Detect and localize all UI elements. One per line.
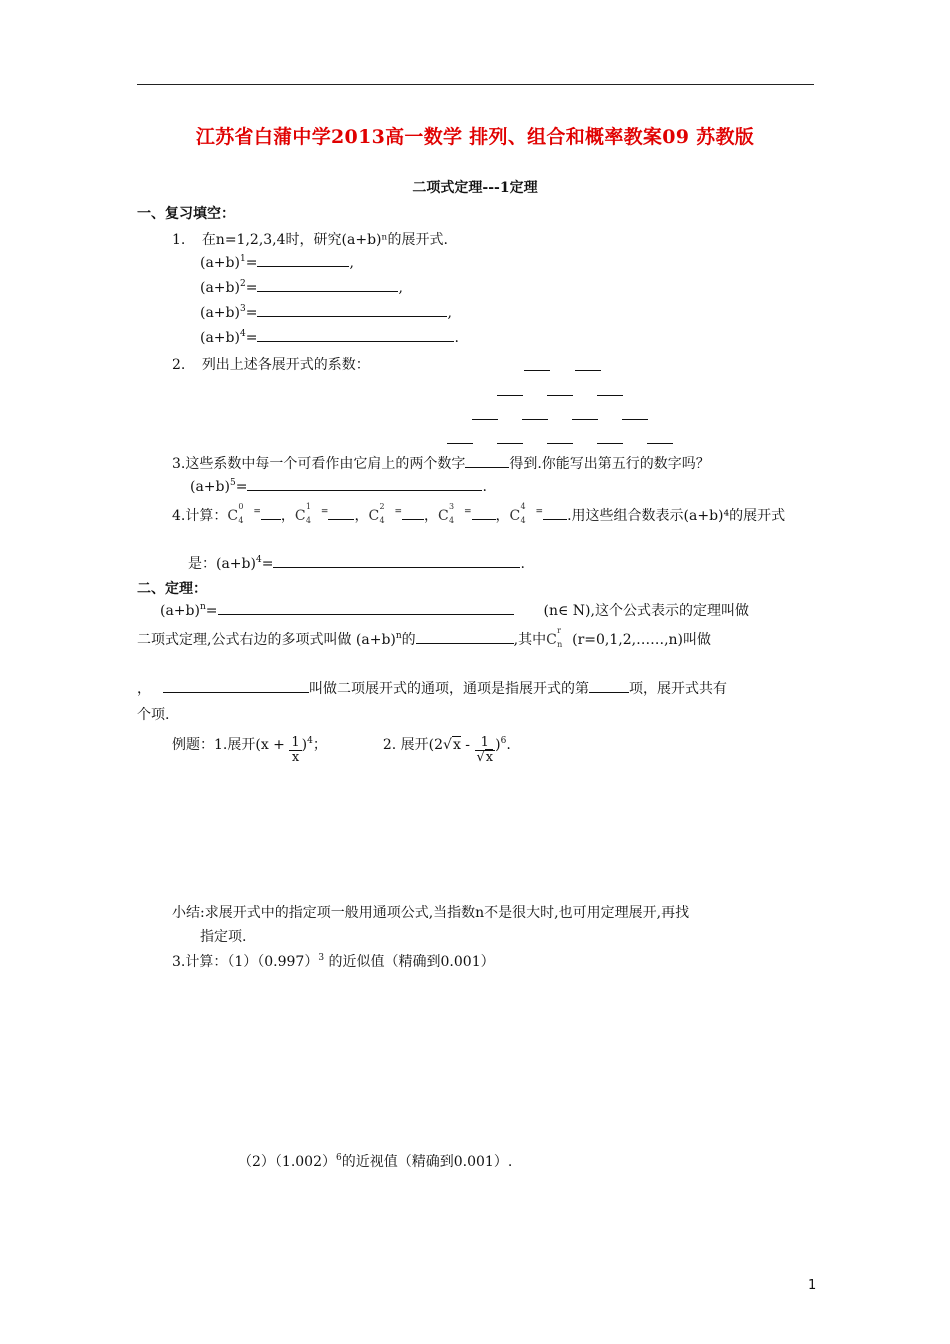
page-title: 江苏省白蒲中学2013高一数学 排列、组合和概率教案09 苏教版	[195, 126, 755, 148]
example-label: 例题：1.展开	[172, 737, 256, 753]
answer-blank[interactable]	[465, 455, 509, 468]
exponent: 6	[336, 1153, 342, 1163]
answer-blank[interactable]	[589, 680, 629, 693]
lhs: (a+b)	[160, 603, 200, 619]
equals: =	[394, 507, 402, 517]
answer-blank[interactable]	[261, 507, 281, 520]
equals: =	[245, 305, 258, 321]
punct: .	[506, 737, 511, 753]
exponent: 2	[239, 279, 246, 289]
punct: ,	[349, 255, 354, 271]
triangle-blank[interactable]	[575, 370, 601, 371]
punct: ,	[398, 280, 403, 296]
answer-blank[interactable]	[416, 631, 514, 644]
exponent: 4	[255, 555, 262, 565]
equals: =	[205, 603, 218, 619]
equals: =	[245, 330, 258, 346]
lhs: (a+b)	[200, 255, 240, 271]
combination-c40: C 0 4	[227, 502, 244, 525]
expansion-line-2	[200, 279, 403, 296]
ex1-fraction: $\frac{1}{x}$	[291, 735, 300, 765]
exponent: 4	[239, 329, 246, 339]
lhs: (a+b)	[200, 280, 240, 296]
triangle-blank[interactable]	[622, 419, 648, 420]
text: 是：(a+b)	[188, 556, 256, 572]
summary-line-1: 小结:求展开式中的指定项一般用通项公式,当指数n不是很大时,也可用定理展开,再找	[172, 905, 690, 921]
equals: =	[245, 280, 258, 296]
exponent: n	[395, 631, 402, 641]
combination-c41: C 1 4	[294, 502, 311, 525]
q3-text-a: 3.这些系数中每一个可看作由它肩上的两个数字	[172, 456, 466, 472]
exponent: 3	[318, 953, 325, 963]
lhs: (a+b)	[190, 479, 230, 495]
q4-line2	[188, 553, 525, 573]
q4	[172, 502, 786, 526]
answer-blank[interactable]	[328, 507, 354, 520]
expansion-line-4	[200, 329, 459, 346]
n-in-N: (n∈ N)	[543, 603, 591, 619]
answer-blank[interactable]	[543, 507, 567, 520]
text: (r=0,1,2,……,n)叫做	[572, 632, 712, 648]
q3-expansion-line	[190, 478, 487, 495]
examples	[172, 734, 511, 765]
sep: ，	[280, 508, 295, 524]
text: 叫做二项展开式的通项，通项是指展开式的第	[309, 681, 589, 697]
lhs: (a+b)	[200, 305, 240, 321]
triangle-blank[interactable]	[647, 443, 673, 444]
punct: .	[454, 330, 459, 346]
triangle-blank[interactable]	[524, 370, 550, 371]
exponent: 3	[239, 304, 246, 314]
sqrt-icon: √	[443, 737, 452, 753]
exponent: 5	[229, 478, 236, 488]
section2-heading: 二、定理：	[137, 581, 207, 597]
answer-blank[interactable]	[257, 254, 349, 267]
triangle-blank[interactable]	[597, 395, 623, 396]
q2	[172, 354, 370, 374]
ex2-close: )	[495, 737, 501, 753]
q6	[238, 1151, 512, 1171]
answer-blank[interactable]	[402, 507, 424, 520]
answer-blank[interactable]	[218, 602, 514, 615]
ex2-label: 2. 展开	[382, 737, 429, 753]
answer-blank[interactable]	[257, 279, 398, 292]
text: 二项式定理,公式右边的多项式叫做 (a+b)	[137, 632, 396, 648]
theorem-line3	[137, 678, 727, 698]
triangle-blank[interactable]	[447, 443, 473, 444]
ex2-fraction: $\frac{1}{√x}$	[476, 735, 494, 765]
triangle-blank[interactable]	[497, 395, 523, 396]
answer-blank[interactable]	[163, 680, 309, 693]
expansion-line-3	[200, 304, 452, 321]
text: 项，展开式共有	[629, 681, 727, 697]
q4-label: 4.计算：	[172, 508, 228, 524]
sep: ，	[495, 508, 510, 524]
q3	[172, 453, 710, 473]
equals: =	[464, 507, 472, 517]
punct: .	[520, 556, 525, 572]
q1	[172, 229, 448, 249]
q1-text: 在n=1,2,3,4时，研究(a+b)ⁿ的展开式.	[201, 232, 449, 248]
q1-num: 1.	[172, 232, 186, 248]
q5	[172, 951, 495, 971]
ex1-open: (x +	[255, 737, 290, 753]
equals: =	[261, 556, 274, 572]
top-rule	[137, 84, 814, 85]
ex2-radicand: x	[452, 737, 461, 753]
triangle-blank[interactable]	[522, 419, 548, 420]
exponent: 6	[500, 736, 507, 746]
section1-heading: 一、复习填空：	[137, 206, 235, 222]
ex1-close: )	[301, 737, 308, 753]
text: 的近视值（精确到0.001）.	[341, 1154, 513, 1170]
answer-blank[interactable]	[273, 555, 520, 568]
punct: ；	[312, 737, 327, 753]
combination-c42: C 2 4	[368, 502, 385, 525]
sep: ，	[354, 508, 369, 524]
q4-tail: .用这些组合数表示(a+b)⁴的展开式	[567, 508, 786, 524]
text: 3.计算：（1）（0.997）	[172, 954, 319, 970]
q3-text-b: 得到.你能写出第五行的数字吗？	[509, 456, 710, 472]
triangle-blank[interactable]	[572, 419, 598, 420]
triangle-blank[interactable]	[497, 443, 523, 444]
text: （2）（1.002）	[238, 1154, 336, 1170]
q2-num: 2.	[172, 357, 186, 373]
answer-blank[interactable]	[257, 329, 454, 342]
combination-c43: C 3 4	[438, 502, 455, 525]
triangle-blank[interactable]	[597, 443, 623, 444]
answer-blank[interactable]	[257, 304, 447, 317]
theorem-line4: 个项.	[137, 707, 170, 723]
theorem-line2	[137, 626, 712, 650]
text: 的近似值（精确到0.001）	[324, 954, 495, 970]
summary-line-2: 指定项.	[200, 929, 247, 945]
combination-crn: C r n	[546, 626, 563, 649]
theorem-formula	[160, 600, 749, 620]
equals: =	[320, 507, 329, 517]
equals: =	[253, 507, 261, 517]
punct: .	[482, 479, 487, 495]
exponent: n	[199, 602, 206, 612]
text: ,其中	[513, 632, 547, 648]
exponent: 4	[307, 736, 313, 746]
triangle-blank[interactable]	[547, 443, 573, 444]
formula-tail: ,这个公式表示的定理叫做	[590, 603, 749, 619]
answer-blank[interactable]	[247, 478, 482, 491]
text: 的	[401, 632, 416, 648]
equals: =	[245, 255, 258, 271]
lhs: (a+b)	[200, 330, 240, 346]
exponent: 1	[239, 254, 246, 264]
sqrt-icon: √	[476, 750, 485, 765]
text: ，	[137, 681, 151, 697]
answer-blank[interactable]	[472, 507, 496, 520]
minus: -	[460, 737, 475, 753]
expansion-line-1	[200, 254, 354, 271]
sep: ，	[424, 508, 438, 524]
triangle-blank[interactable]	[472, 419, 498, 420]
q2-text: 列出上述各展开式的系数：	[201, 357, 370, 373]
ex2-open: (2	[428, 737, 444, 753]
equals: =	[535, 507, 544, 517]
page-number: 1	[808, 1278, 817, 1293]
equals: =	[235, 479, 248, 495]
triangle-blank[interactable]	[547, 395, 573, 396]
page-subtitle: 二项式定理---1定理	[412, 180, 538, 196]
combination-c44: C 4 4	[509, 502, 526, 525]
punct: ,	[447, 305, 452, 321]
